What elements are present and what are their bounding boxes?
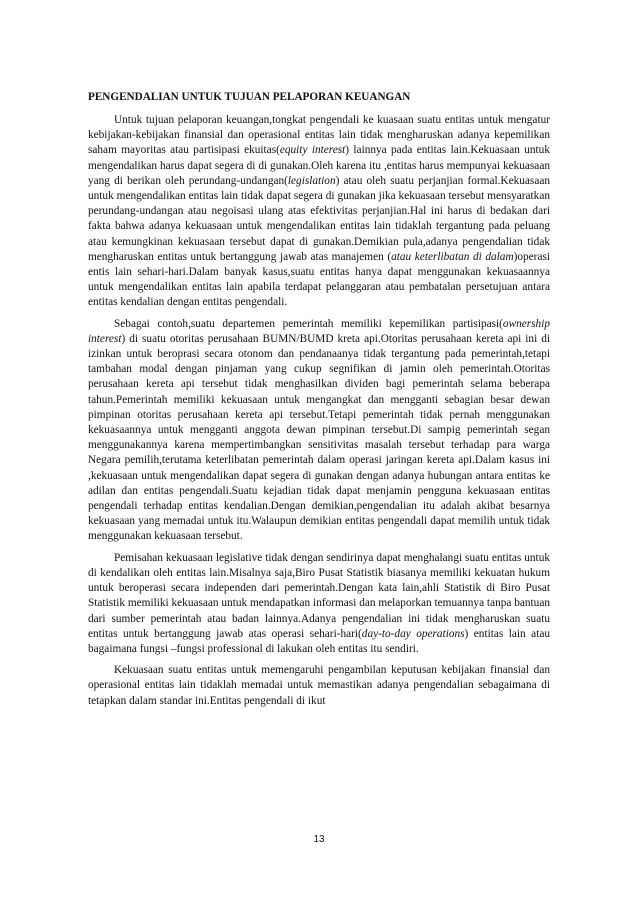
italic-term: day-to-day operations [361, 627, 465, 640]
italic-term: ownership interest [88, 317, 550, 345]
paragraph [88, 317, 550, 545]
page-number: 13 [313, 834, 325, 845]
paragraph [88, 663, 550, 709]
paragraph [88, 113, 550, 311]
text-segment: Untuk tujuan pelaporan keuangan,tongkat pengendali ke kuasaan suatu entitas untuk mengatur kebijakan-kebijakan finansial dan operasional entitas lain tidak mengharuskan adanya kepemilikan saham mayoritas atau partisipasi ekuitas( [88, 114, 550, 157]
italic-term: atau keterlibatan di dalam [391, 250, 514, 263]
text-segment: ) entitas lain atau bagaimana fungsi –fungsi professional di lakukan oleh entitas itu sendiri. [88, 627, 550, 655]
italic-term: equity interest [279, 144, 346, 157]
text-segment: Pemisahan kekuasaan legislative tidak dengan sendirinya dapat menghalangi suatu entitas untuk di kendalikan oleh entitas lain.Misalnya saja,Biro Pusat Statistik biasanya memiliki kekuatan hukum untuk beroperasi secara independen dari pemerintah.Dengan kata lain,ahli Statistik di Biro Pusat Statistik memiliki kekuasaan untuk mendapatkan informasi dan melaporkan temuannya tanpa bantuan dari sumber pemerintah atau badan lainnya.Adanya pengendalian ini tidak mengharuskan suatu entitas untuk bertanggung jawab atas operasi sehari-hari( [88, 551, 550, 640]
paragraph [88, 551, 550, 657]
text-segment: ) di suatu otoritas perusahaan BUMN/BUMD kreta api.Otoritas perusahaan kereta api ini di izinkan untuk beroprasi secara otonom dan pendanaanya tidak tergantung pada pemerintah,tetapi tambahan modal dengan pinjaman yang cukup segnifikan di jamin oleh pemerintah.Otoritas perusahaan kereta api tersebut tidak menghasilkan dividen bagi pemerintah selama beberapa tahun.Pemerintah memiliki kekuasaan untuk mengangkat dan mengganti sebagian besar dewan pimpinan otoritas perusahaan kereta api tersebut.Tetapi pemerintah tidak pernah menggunakan kekuasaannya untuk mengganti anggota dewan pimpinan tersebut.Di sampig pemerintah segan menggunakannya karena mempertimbangkan sensitivitas masalah tersebut terhadap para warga Negara pemilih,terutama keterlibatan pemerintah dalam operasi jaringan kereta api.Dalam kasus ini ,kekuasaan untuk mengendalikan dapat segera di gunakan dengan adanya hubungan antara entitas ke adilan dan entitas pengendali.Suatu kejadian tidak dapat menjamin pengguna kekuasaan entitas pengendali terhadap entitas kendalian.Dengan demikian,pengendalian itu adalah akibat besarnya kekuasaan yang memadai untuk itu.Walaupun demikian entitas pengendali dapat memilih untuk tidak menggunakan kekuasaan tersebut. [88, 332, 550, 543]
text-segment: ) lainnya pada entitas lain.Kekuasaan untuk mengendalikan harus dapat segera di di gunakan.Oleh karena itu ,entitas harus mempunyai kekuasaan yang di berikan oleh perundang-undangan( [88, 144, 550, 187]
body-text [88, 113, 550, 709]
text-segment: )operasi entis lain sehari-hari.Dalam banyak kasus,suatu entitas hanya dapat menggunakan kekuasaannya untuk mengendalikan entitas lain apabila terdapat pelanggaran atau pembatalan persetujuan antara entitas kendalian dengan entitas pengendali. [88, 250, 550, 309]
text-segment: Sebagai contoh,suatu departemen pemerintah memiliki kepemilikan partisipasi( [114, 317, 503, 330]
text-segment: ) atau oleh suatu perjanjian formal.Kekuasaan untuk mengendalikan entitas lain tidak dapat segera di gunakan jika kekuasaan tersebut mensyaratkan perundang-undangan atau negoisasi ulang atas efektivitas perjanjian.Hal ini harus di bedakan dari fakta bahwa adanya kekuasaan untuk mengendalikan entitas lain tidaklah tergantung pada peluang atau kemungkinan kekuasaan tersebut dapat di gunakan.Demikian pula,adanya pengendalian tidak mengharuskan entitas untuk bertanggung jawab atas manajemen ( [88, 174, 550, 263]
italic-term: legislation [287, 174, 336, 187]
section-heading: PENGENDALIAN UNTUK TUJUAN PELAPORAN KEUANGAN [88, 91, 411, 103]
text-segment: Kekuasaan suatu entitas untuk memengaruhi pengambilan keputusan kebijakan finansial dan operasional entitas lain tidaklah memadai untuk memastikan adanya pengendalian sebagaimana di tetapkan dalam standar ini.Entitas pengendali di ikut [88, 664, 550, 707]
document-page [88, 90, 550, 715]
